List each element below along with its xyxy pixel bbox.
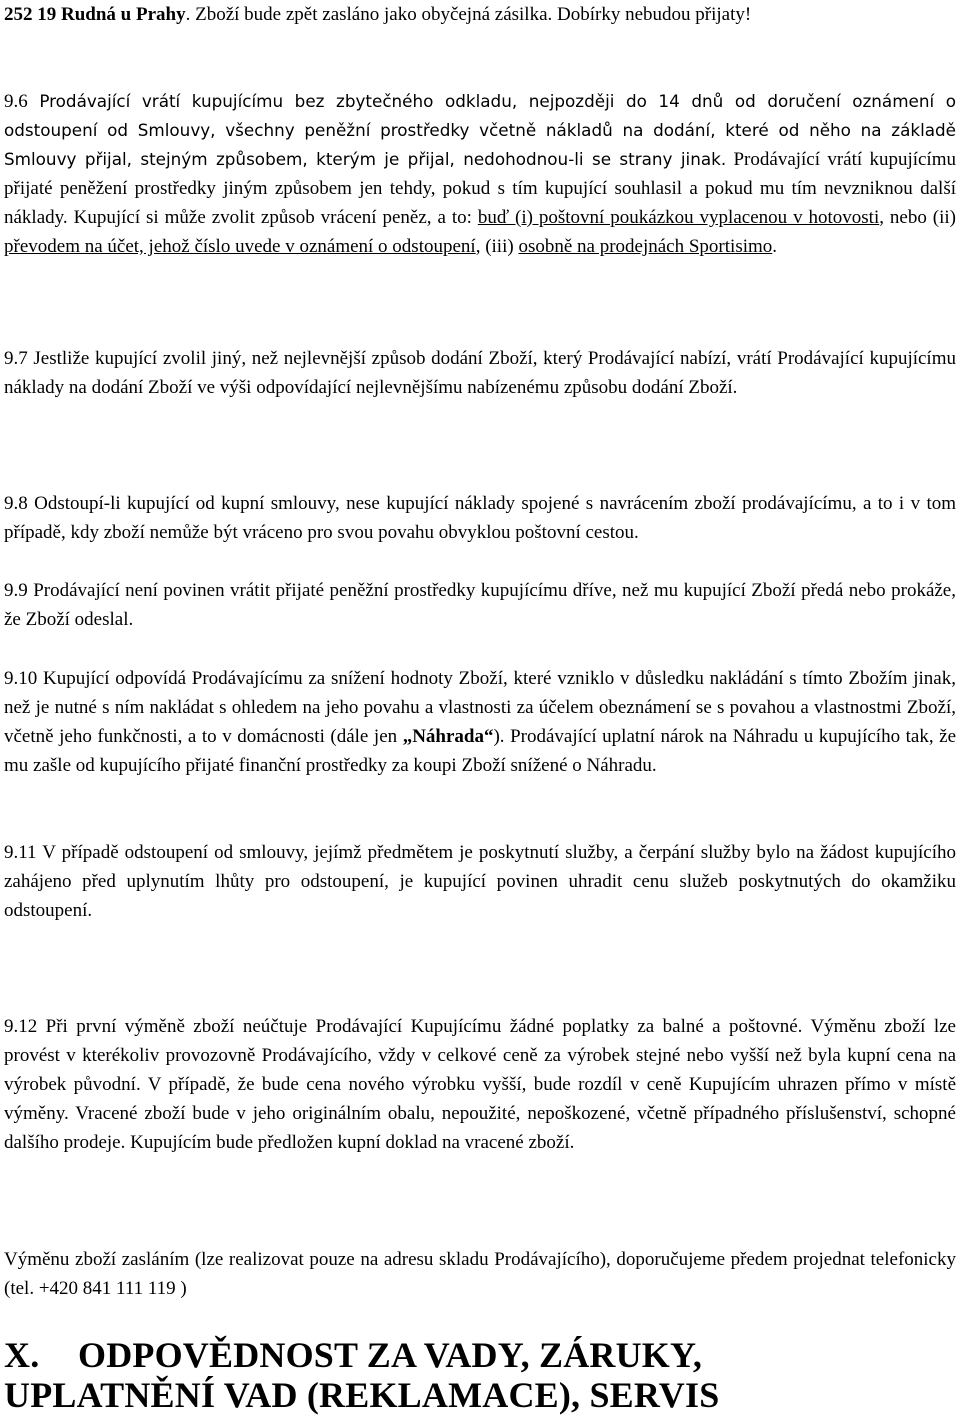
section-text: Prodávající vrátí kupujícímu přijaté peněžení prostředky jiným způsobem jen tehdy, pokud s tím kupující souhlasil a pokud mu tím nevzniknou další náklady. [4, 149, 956, 228]
section-number: 9.6 [4, 91, 28, 112]
refund-option-postal: buď (i) poštovní poukázkou vyplacenou v hotovosti [477, 207, 880, 228]
section-9-9 [4, 576, 956, 634]
refund-option-store: osobně na prodejnách Sportisimo [518, 236, 773, 257]
section-text: Odstoupí-li kupující od kupní smlouvy, nese kupující náklady spojené s navrácením zboží prodávajícímu, a to i v tom případě, kdy zboží nemůže být vráceno pro svou povahu obvyklou poštovní cestou. [4, 493, 956, 543]
defined-term: „Náhrada“ [402, 726, 494, 747]
chapter-number: X. [4, 1335, 40, 1375]
section-text: ). Prodávající uplatní nárok na Náhradu u kupujícího tak, že mu zašle od kupujícího přijaté finanční prostředky za koupi Zboží snížené o Náhradu. [4, 726, 956, 776]
return-address-paragraph [4, 0, 956, 29]
chapter-heading-line-1 [4, 1335, 956, 1375]
section-text: . [772, 236, 778, 257]
section-text: Při první výměně zboží neúčtuje Prodávající Kupujícímu žádné poplatky za balné a poštovné. Výměnu zboží lze provést v kterékoliv provozovně Prodávajícího, vždy v celkové ceně za výrobek stejné nebo vyšší než byla kupní cena na výrobek původní. V případě, že bude cena nového výrobku vyšší, bude rozdíl v ceně Kupujícím uhrazen přímo v místě výměny. Vracené zboží bude v jeho originálním obalu, nepoužité, nepoškozené, včetně případného příslušenství, schopné dalšího prodeje. Kupujícím bude předložen kupní doklad na vracené zboží. [4, 1016, 956, 1153]
section-9-6 [4, 87, 956, 261]
section-text: , nebo (ii) [879, 207, 956, 228]
section-number: 9.10 [4, 668, 38, 689]
section-9-8 [4, 489, 956, 547]
exchange-note: Výměnu zboží zasláním (lze realizovat pouze na adresu skladu Prodávajícího), doporučujeme předem projednat telefonicky (tel. +420 841 111 119 ) [4, 1249, 956, 1299]
section-text: Kupující odpovídá Prodávajícímu za snížení hodnoty Zboží, které vzniklo v důsledku nakládání s tímto Zbožím jinak, než je nutné s ním nakládat s ohledem na jeho povahu a vlastnosti za účelem obeznámení se s povahou a vlastnostmi Zboží, včetně jeho funkčnosti, a to v domácnosti (dále jen [4, 668, 956, 747]
page-number: 252 [4, 4, 33, 25]
section-9-7 [4, 344, 956, 402]
section-text: , (iii) [475, 236, 519, 257]
postcode: 19 [37, 4, 57, 25]
section-text: V případě odstoupení od smlouvy, jejímž předmětem je poskytnutí služby, a čerpání služby bylo na žádost kupujícího zahájeno před uplynutím lhůty pro odstoupení, je kupující povinen uhradit cenu služeb poskytnutých do okamžiku odstoupení. [4, 842, 956, 921]
section-text: Kupující si může zvolit způsob vrácení peněz, a to: [67, 207, 478, 228]
section-number: 9.9 [4, 580, 28, 601]
section-number: 9.12 [4, 1016, 38, 1037]
section-text: Prodávající vrátí kupujícímu bez zbytečného odkladu, nejpozději do 14 dnů od doručení oznámení o odstoupení od Smlouvy, všechny peněžní prostředky včetně nákladů na dodání, které od něho na základě Smlouvy přijal, stejným způsobem, kterým je přijal, nedohodnou-li se strany jinak. [4, 91, 956, 169]
place-name: Rudná u Prahy [61, 4, 186, 25]
chapter-title-part-1: ODPOVĚDNOST ZA VADY, ZÁRUKY, [78, 1335, 703, 1375]
section-9-11 [4, 838, 956, 925]
section-number: 9.11 [4, 842, 37, 863]
chapter-heading [4, 1335, 956, 1415]
section-text: Prodávající není povinen vrátit přijaté peněžní prostředky kupujícímu dříve, než mu kupující Zboží předá nebo prokáže, že Zboží odeslal. [4, 580, 956, 630]
section-9-10 [4, 664, 956, 780]
chapter-heading-line-2: UPLATNĚNÍ VAD (REKLAMACE), SERVIS [4, 1375, 720, 1415]
section-number: 9.8 [4, 493, 28, 514]
section-9-12 [4, 1012, 956, 1157]
section-number: 9.7 [4, 348, 28, 369]
section-text: Jestliže kupující zvolil jiný, než nejlevnější způsob dodání Zboží, který Prodávající nabízí, vrátí Prodávající kupujícímu náklady na dodání Zboží ve výši odpovídající nejlevnějšímu nabízenému způsobu dodání Zboží. [4, 348, 956, 398]
return-note: . Zboží bude zpět zasláno jako obyčejná zásilka. Dobírky nebudou přijaty! [185, 4, 752, 25]
refund-option-transfer: převodem na účet, jehož číslo uvede v oznámení o odstoupení [4, 236, 476, 257]
